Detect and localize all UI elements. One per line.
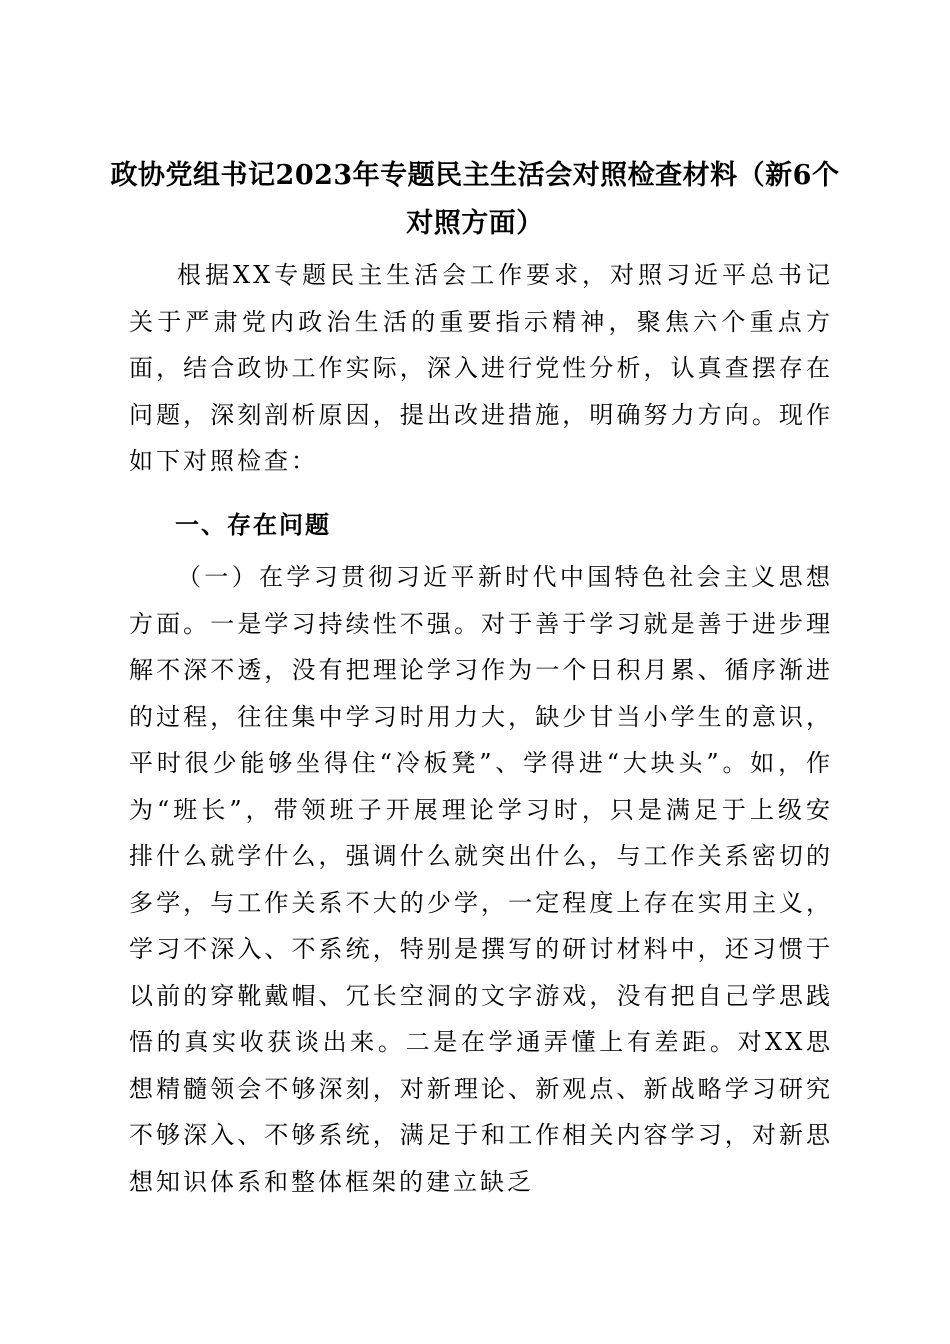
document-title: 政协党组书记2023年专题民主生活会对照检查材料（新6个对照方面） [110,160,840,239]
section-paragraph: （一）在学习贯彻习近平新时代中国特色社会主义思想方面。一是学习持续性不强。对于善于学习就是善于进步理解不深不透，没有把理论学习作为一个日积月累、循序渐进的过程，往往集中学习时用力大，缺少甘当小学生的意识，平时很少能够坐得住“冷板凳”、学得进“大块头”。如，作为“班长”，带领班子开展理论学习时，只是满足于上级安排什么就学什么，强调什么就突出什么，与工作关系密切的多学，与工作关系不大的少学，一定程度上存在实用主义，学习不深入、不系统，特别是撰写的研讨材料中，还习惯于以前的穿靴戴帽、冗长空洞的文字游戏，没有把自己学思践悟的真实收获谈出来。二是在学通弄懂上有差距。对XX思想精髓领会不够深刻，对新理论、新观点、新战略学习研究不够深入、不够系统，满足于和工作相关内容学习，对新思想知识体系和整体框架的建立缺乏 [129,563,833,1196]
intro-paragraph: 根据XX专题民主生活会工作要求，对照习近平总书记关于严肃党内政治生活的重要指示精神，聚焦六个重点方面，结合政协工作实际，深入进行党性分析，认真查摆存在问题，深刻剖析原因，提出改进措施，明确努力方向。现作如下对照检查： [129,261,833,475]
section-heading: 一、存在问题 [175,511,331,539]
